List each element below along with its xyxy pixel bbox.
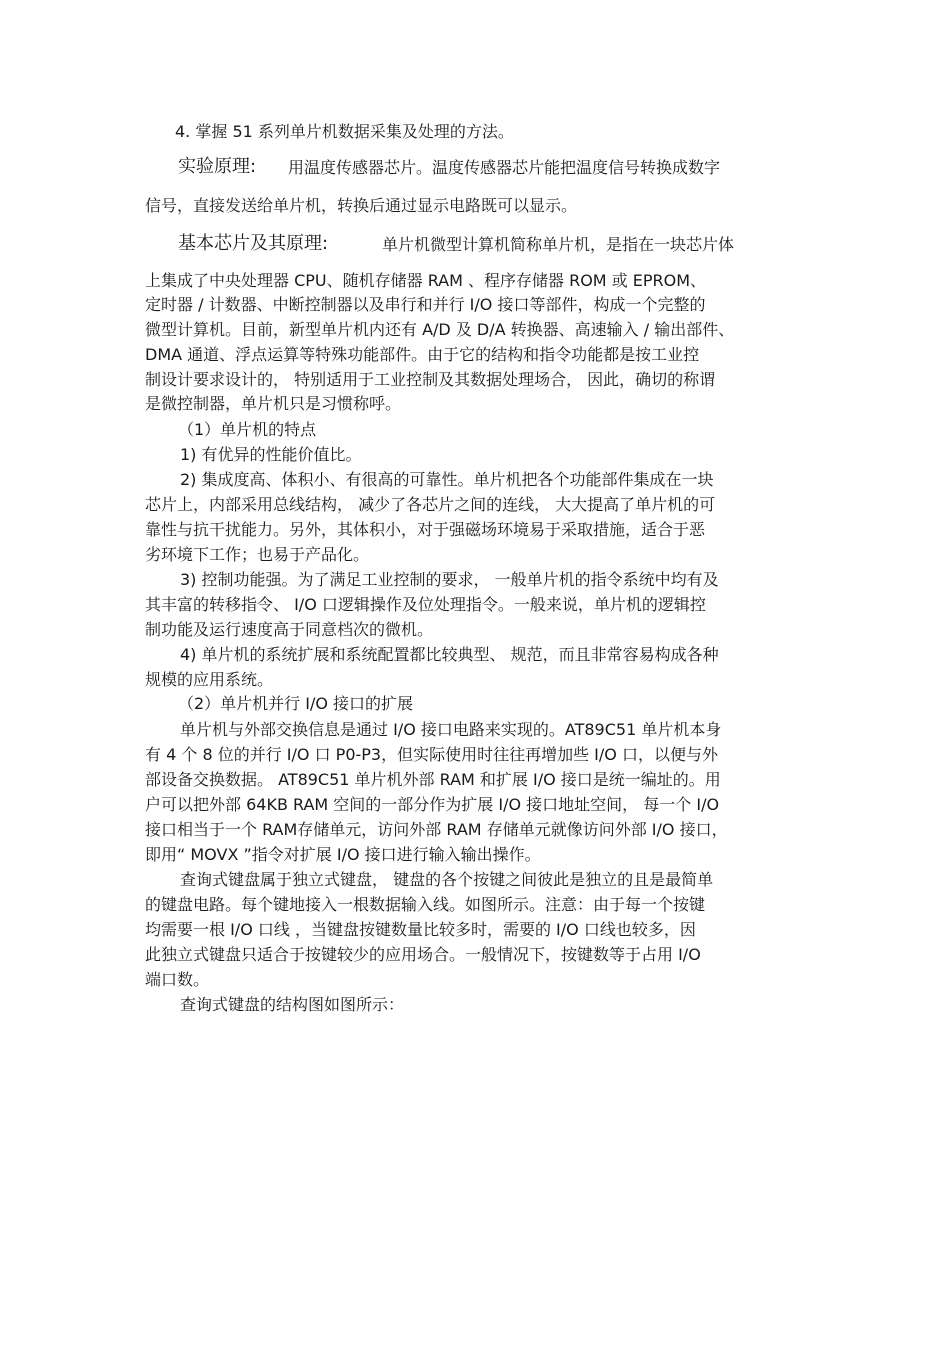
- chip-heading: 基本芯片及其原理:: [178, 233, 329, 254]
- feature-1: 1) 有优异的性能价值比。: [180, 445, 362, 464]
- list-item-4: 4. 掌握 51 系列单片机数据采集及处理的方法。: [175, 122, 514, 141]
- feature-4-line: 规模的应用系统。: [145, 670, 274, 689]
- figure-caption: 查询式键盘的结构图如图所示：: [180, 995, 405, 1014]
- io-line: 接口相当于一个 RAM存储单元，访问外部 RAM 存储单元就像访问外部 I/O 接口，: [145, 820, 728, 839]
- principle-text-2: 信号，直接发送给单片机，转换后通过显示电路既可以显示。: [145, 196, 578, 215]
- paragraph-line: 微型计算机。目前，新型单片机内还有 A/D 及 D/A 转换器、高速输入 / 输出部件、: [145, 320, 735, 339]
- paragraph-line: 制设计要求设计的， 特别适用于工业控制及其数据处理场合， 因此，确切的称谓: [145, 370, 716, 389]
- feature-2-line: 劣环境下工作；也易于产品化。: [145, 545, 370, 564]
- feature-2-line: 2) 集成度高、体积小、有很高的可靠性。单片机把各个功能部件集成在一块: [180, 470, 714, 489]
- keyboard-line: 查询式键盘属于独立式键盘， 键盘的各个按键之间彼此是独立的且是最简单: [180, 870, 714, 889]
- feature-2-line: 靠性与抗干扰能力。另外，其体积小，对于强磁场环境易于采取措施，适合于恶: [145, 520, 706, 539]
- feature-3-line: 其丰富的转移指令、 I/O 口逻辑操作及位处理指令。一般来说，单片机的逻辑控: [145, 595, 706, 614]
- keyboard-line: 均需要一根 I/O 口线 ，当键盘按键数量比较多时，需要的 I/O 口线也较多，因: [145, 920, 696, 939]
- io-line: 户可以把外部 64KB RAM 空间的一部分作为扩展 I/O 接口地址空间， 每一个 I/O: [145, 795, 720, 814]
- chip-text-1: 单片机微型计算机简称单片机，是指在一块芯片体: [382, 235, 735, 254]
- io-line: 部设备交换数据。 AT89C51 单片机外部 RAM 和扩展 I/O 接口是统一编址的。用: [145, 770, 721, 789]
- paragraph-line: 上集成了中央处理器 CPU、随机存储器 RAM 、程序存储器 ROM 或 EPROM、: [145, 271, 707, 290]
- principle-text-1: 用温度传感器芯片。温度传感器芯片能把温度信号转换成数字: [288, 158, 721, 177]
- io-line: 即用“ MOVX ”指令对扩展 I/O 接口进行输入输出操作。: [145, 845, 541, 864]
- io-line: 单片机与外部交换信息是通过 I/O 接口电路来实现的。AT89C51 单片机本身: [180, 720, 722, 739]
- paragraph-line: DMA 通道、浮点运算等特殊功能部件。由于它的结构和指令功能都是按工业控: [145, 345, 700, 364]
- feature-3-line: 制功能及运行速度高于同意档次的微机。: [145, 620, 434, 639]
- paragraph-line: 定时器 / 计数器、中断控制器以及串行和并行 I/O 接口等部件，构成一个完整的: [145, 295, 706, 314]
- paragraph-line: 是微控制器，单片机只是习惯称呼。: [145, 394, 402, 413]
- keyboard-line: 端口数。: [145, 970, 210, 989]
- feature-2-line: 芯片上，内部采用总线结构， 减少了各芯片之间的连线， 大大提高了单片机的可: [145, 495, 716, 514]
- section-1-heading: （1）单片机的特点: [178, 420, 317, 439]
- principle-heading: 实验原理:: [178, 156, 257, 177]
- keyboard-line: 的键盘电路。每个键地接入一根数据输入线。如图所示。注意：由于每一个按键: [145, 895, 706, 914]
- io-line: 有 4 个 8 位的并行 I/O 口 P0-P3，但实际使用时往往再增加些 I/O 口，以便与外: [145, 745, 718, 764]
- section-2-heading: （2）单片机并行 I/O 接口的扩展: [178, 694, 414, 713]
- feature-4-line: 4) 单片机的系统扩展和系统配置都比较典型、 规范，而且非常容易构成各种: [180, 645, 719, 664]
- feature-3-line: 3) 控制功能强。为了满足工业控制的要求， 一般单片机的指令系统中均有及: [180, 570, 719, 589]
- keyboard-line: 此独立式键盘只适合于按键较少的应用场合。一般情况下，按键数等于占用 I/O: [145, 945, 701, 964]
